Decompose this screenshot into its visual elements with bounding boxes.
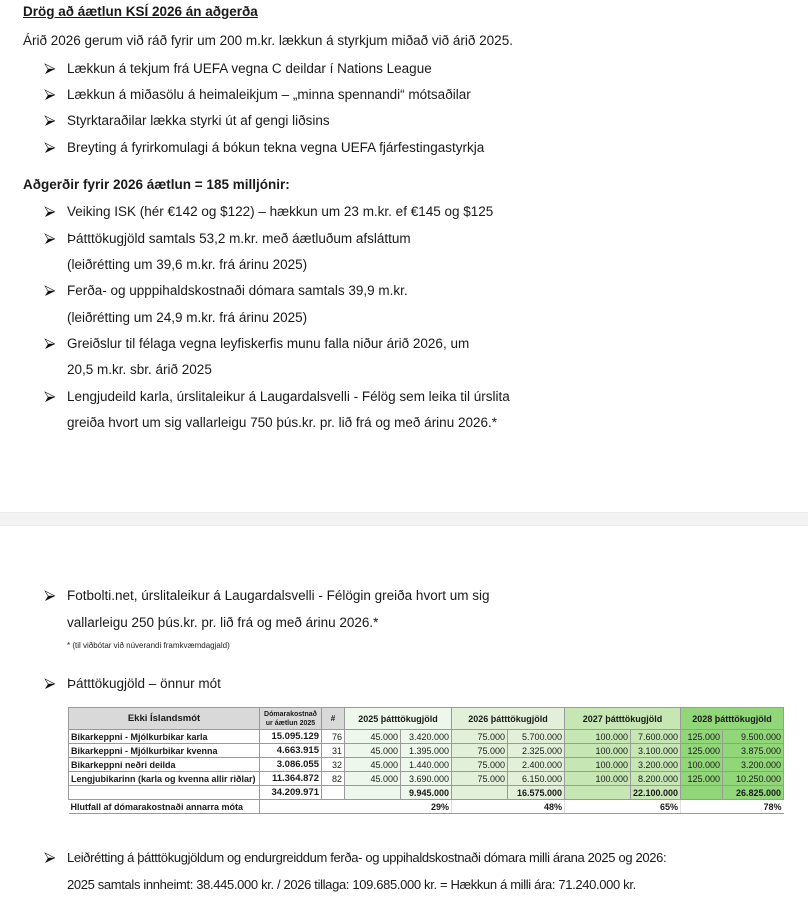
fees-bullet — [44, 676, 221, 691]
total-2027: 8.200.000 — [631, 772, 681, 786]
fee-2027: 100.000 — [565, 744, 631, 758]
total-2027: 3.100.000 — [631, 744, 681, 758]
count: 32 — [322, 758, 345, 772]
referee-cost: 15.095.129 — [260, 730, 322, 744]
fee-2025: 45.000 — [345, 744, 401, 758]
participation-fees-table — [68, 707, 784, 814]
table-row — [69, 730, 784, 744]
fee-2028: 100.000 — [681, 758, 723, 772]
bullet-continuation: 20,5 m.kr. sbr. árið 2025 — [67, 362, 212, 377]
total-count — [322, 786, 345, 800]
row-label: Bikarkeppni - Mjólkurbikar kvenna — [69, 744, 260, 758]
total-2028: 3.875.000 — [723, 744, 784, 758]
row-label: Lengjubikarinn (karla og kvenna allir riðlar) — [69, 772, 260, 786]
total-2026: 2.325.000 — [508, 744, 565, 758]
header-2028: 2028 þátttökugjöld — [681, 708, 784, 730]
referee-cost: 4.663.915 — [260, 744, 322, 758]
ratio-empty — [452, 800, 508, 814]
total-2025: 1.440.000 — [401, 758, 452, 772]
referee-cost: 11.364.872 — [260, 772, 322, 786]
table-row — [69, 744, 784, 758]
fee-2027: 100.000 — [565, 758, 631, 772]
total-fee-2028-empty — [681, 786, 723, 800]
table-row — [69, 772, 784, 786]
reason-bullet — [44, 87, 471, 102]
footnote: * (til viðbótar við núverandi framkvæmdagjald) — [67, 641, 230, 650]
fee-2028: 125.000 — [681, 772, 723, 786]
table-header-row — [69, 708, 784, 730]
actions-heading: Aðgerðir fyrir 2026 áætlun = 185 milljónir: — [23, 177, 290, 192]
bullet-continuation: (leiðrétting um 24,9 m.kr. frá árinu 2025) — [67, 310, 308, 325]
total-referee-cost: 34.209.971 — [260, 786, 322, 800]
header-referee-cost — [260, 708, 322, 730]
fotbolti-bullet — [44, 588, 489, 603]
total-2028: 10.250.000 — [723, 772, 784, 786]
bullet-text: Þátttökugjöld samtals 53,2 m.kr. með áætluðum afsláttum — [67, 231, 411, 246]
fee-2025: 45.000 — [345, 772, 401, 786]
header-referee-cost-line2: ur áætlun 2025 — [265, 719, 316, 727]
total-2025: 3.420.000 — [401, 730, 452, 744]
arrow-bullet-icon — [44, 233, 56, 245]
ratio-empty — [345, 800, 401, 814]
total-2026: 5.700.000 — [508, 730, 565, 744]
header-competition: Ekki Íslandsmót — [69, 708, 260, 730]
total-2025: 1.395.000 — [401, 744, 452, 758]
count: 76 — [322, 730, 345, 744]
bullet-continuation: 2025 samtals innheimt: 38.445.000 kr. / 2026 tillaga: 109.685.000 kr. = Hækkun á milli ára: 71.240.000 kr. — [67, 877, 636, 892]
header-2026: 2026 þátttökugjöld — [452, 708, 565, 730]
bullet-continuation: greiða hvort um sig vallarleigu 750 þús.kr. pr. lið frá og með árinu 2026.* — [67, 415, 497, 430]
bullet-text: Leiðrétting á þátttökugjöldum og endurgreiddum ferða- og uppihaldskostnaði dómara milli árana 2025 og 2026: — [67, 850, 667, 865]
fee-2026: 75.000 — [452, 744, 508, 758]
total-2028: 3.200.000 — [723, 758, 784, 772]
bullet-text: Breyting á fyrirkomulagi á bókun tekna vegna UEFA fjárfestingastyrkja — [67, 140, 485, 155]
fee-2025: 45.000 — [345, 758, 401, 772]
fee-2026: 75.000 — [452, 772, 508, 786]
ratio-empty — [322, 800, 345, 814]
page-title: Drög að áætlun KSÍ 2026 án aðgerða — [23, 4, 258, 19]
ratio-label: Hlutfall af dómarakostnaði annarra móta — [69, 800, 260, 814]
action-bullet — [44, 231, 411, 246]
fee-2027: 100.000 — [565, 730, 631, 744]
ratio-row — [69, 800, 784, 814]
ratio-2028: 78% — [723, 800, 784, 814]
fee-2026: 75.000 — [452, 758, 508, 772]
arrow-bullet-icon — [44, 338, 56, 350]
ratio-2026: 48% — [508, 800, 565, 814]
total-2027: 7.600.000 — [631, 730, 681, 744]
referee-cost: 3.086.055 — [260, 758, 322, 772]
ratio-2027: 65% — [631, 800, 681, 814]
reason-bullet — [44, 61, 432, 76]
totals-label — [69, 786, 260, 800]
arrow-bullet-icon — [44, 391, 56, 403]
reason-bullet — [44, 113, 330, 128]
grand-total-2026: 16.575.000 — [508, 786, 565, 800]
fee-2028: 125.000 — [681, 730, 723, 744]
header-2027: 2027 þátttökugjöld — [565, 708, 681, 730]
bullet-continuation: (leiðrétting um 39,6 m.kr. frá árinu 2025) — [67, 257, 308, 272]
row-label: Bikarkeppni - Mjólkurbikar karla — [69, 730, 260, 744]
bullet-text: Greiðslur til félaga vegna leyfiskerfis munu falla niður árið 2026, um — [67, 336, 470, 351]
bullet-text: Styrktaraðilar lækka styrki út af gengi liðsins — [67, 113, 330, 128]
arrow-bullet-icon — [44, 206, 56, 218]
correction-bullet — [44, 850, 666, 865]
bullet-text: Fotbolti.net, úrslitaleikur á Laugardalsvelli - Félögin greiða hvort um sig — [67, 588, 490, 603]
action-bullet — [44, 204, 493, 219]
bullet-text: Ferða- og upppihaldskostnaði dómara samtals 39,9 m.kr. — [67, 283, 408, 298]
document-page-2 — [0, 526, 808, 897]
ratio-2025: 29% — [401, 800, 452, 814]
grand-total-2027: 22.100.000 — [631, 786, 681, 800]
header-2025: 2025 þátttökugjöld — [345, 708, 452, 730]
count: 82 — [322, 772, 345, 786]
bullet-text: Veiking ISK (hér €142 og $122) – hækkun um 23 m.kr. ef €145 og $125 — [67, 204, 494, 219]
total-fee-2025-empty — [345, 786, 401, 800]
header-count: # — [322, 708, 345, 730]
count: 31 — [322, 744, 345, 758]
table-row — [69, 758, 784, 772]
grand-total-2028: 26.825.000 — [723, 786, 784, 800]
arrow-bullet-icon — [44, 852, 56, 864]
fee-2028: 125.000 — [681, 744, 723, 758]
action-bullet — [44, 389, 510, 404]
totals-row — [69, 786, 784, 800]
fee-2025: 45.000 — [345, 730, 401, 744]
ratio-empty — [260, 800, 322, 814]
total-2025: 3.690.000 — [401, 772, 452, 786]
fee-2027: 100.000 — [565, 772, 631, 786]
total-fee-2027-empty — [565, 786, 631, 800]
arrow-bullet-icon — [44, 115, 56, 127]
bullet-text: Lækkun á miðasölu á heimaleikjum – „minna spennandi“ mótsaðilar — [67, 87, 471, 102]
action-bullet — [44, 336, 469, 351]
bullet-text: Þátttökugjöld – önnur mót — [67, 676, 221, 691]
total-fee-2026-empty — [452, 786, 508, 800]
total-2027: 3.200.000 — [631, 758, 681, 772]
fee-2026: 75.000 — [452, 730, 508, 744]
arrow-bullet-icon — [44, 590, 56, 602]
total-2026: 6.150.000 — [508, 772, 565, 786]
arrow-bullet-icon — [44, 89, 56, 101]
bullet-continuation: vallarleigu 250 þús.kr. pr. lið frá og með árinu 2026.* — [67, 615, 379, 630]
grand-total-2025: 9.945.000 — [401, 786, 452, 800]
bullet-text: Lækkun á tekjum frá UEFA vegna C deildar í Nations League — [67, 61, 432, 76]
total-2028: 9.500.000 — [723, 730, 784, 744]
arrow-bullet-icon — [44, 678, 56, 690]
page-separator — [0, 512, 808, 526]
row-label: Bikarkeppni neðri deilda — [69, 758, 260, 772]
total-2026: 2.400.000 — [508, 758, 565, 772]
ratio-empty — [681, 800, 723, 814]
ratio-empty — [565, 800, 631, 814]
header-referee-cost-line1: Dómarakostnað — [264, 710, 317, 718]
arrow-bullet-icon — [44, 285, 56, 297]
intro-paragraph: Árið 2026 gerum við ráð fyrir um 200 m.kr. lækkun á styrkjum miðað við árið 2025. — [23, 33, 513, 48]
arrow-bullet-icon — [44, 142, 56, 154]
reason-bullet — [44, 140, 484, 155]
action-bullet — [44, 283, 408, 298]
bullet-text: Lengjudeild karla, úrslitaleikur á Laugardalsvelli - Félög sem leika til úrslita — [67, 389, 510, 404]
arrow-bullet-icon — [44, 63, 56, 75]
